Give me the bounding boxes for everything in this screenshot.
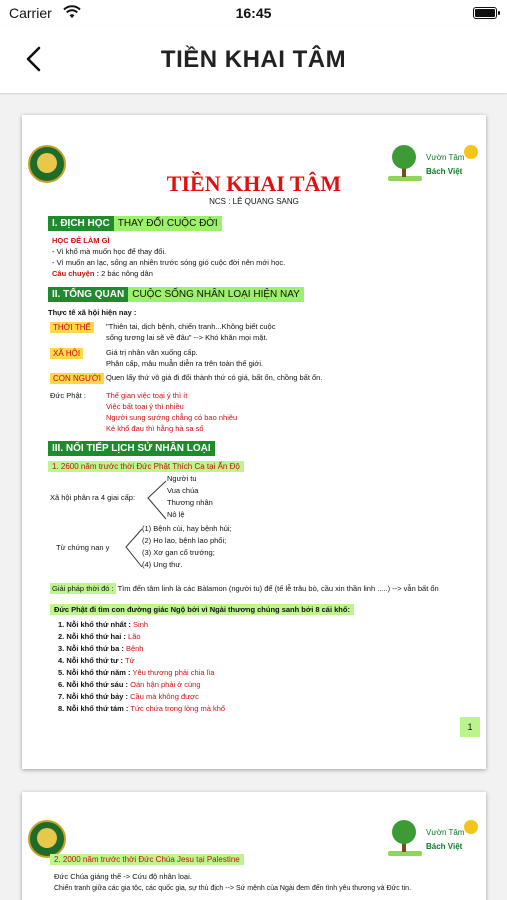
section-3-sub: 1. 2600 năm trước thời Đức Phật Thích Ca tại Ấn Độ [48, 461, 244, 472]
path-title: Đức Phật đi tìm con đường giác Ngộ bởi vì Ngài thương chúng sanh bởi 8 cái khổ: [50, 604, 354, 615]
tag-xa-hoi-line-1: Giá trị nhân văn xuống cấp. [106, 348, 198, 357]
tag-con-nguoi: CON NGƯỜI [50, 373, 104, 384]
tree-icon [392, 820, 416, 844]
section-1-header: I. ĐỊCH HỌC THAY ĐỔI CUỘC ĐỜI [48, 216, 222, 231]
slide-page-1 [22, 115, 486, 769]
carrier-label: Carrier [9, 5, 52, 21]
suffering-3: 3. Nỗi khổ thứ ba : Bệnh [58, 644, 144, 653]
slide-2-sub: 2. 2000 năm trước thời Đức Chúa Jesu tại Palestine [50, 854, 244, 865]
battery-icon [473, 7, 497, 19]
slide-2-line-2: Chiến tranh giữa các gia tộc, các quốc gia, sự thù địch --> Sứ mệnh của Ngài đem đến tình yêu thương và Đức tin. [54, 885, 412, 892]
page-number-badge: 1 [460, 717, 480, 737]
section-2-header: II. TỔNG QUAN CUỘC SỐNG NHÂN LOẠI HIỆN NAY [48, 287, 304, 302]
slides-scroll-view[interactable] [0, 95, 507, 900]
logo-text-line1: Vườn Tâm [426, 153, 465, 162]
slide-title: TIỀN KHAI TÂM [166, 171, 342, 196]
suffer-brace [122, 525, 144, 571]
slide-page-2 [22, 792, 486, 900]
buddha-label: Đức Phật : [50, 391, 86, 400]
suffering-1: 1. Nỗi khổ thứ nhất : Sinh [58, 620, 149, 629]
lotus-logo-icon [28, 820, 66, 858]
tag-xa-hoi: XÃ HỘI [50, 348, 83, 359]
caste-4: Nô lệ [167, 510, 185, 519]
caste-3: Thương nhân [167, 498, 213, 507]
sun-icon [464, 145, 478, 159]
navigation-bar [0, 26, 507, 94]
vuon-tam-logo [388, 818, 480, 860]
tag-thoi-the: THỜI THẾ [50, 322, 94, 333]
section-2-intro: Thực tế xã hội hiện nay : [48, 308, 137, 317]
suffering-2: 2. Nỗi khổ thứ hai : Lão [58, 632, 141, 641]
castes-label: Xã hội phân ra 4 giai cấp: [50, 493, 136, 502]
suffering-4: 4. Nỗi khổ thứ tư : Tử [58, 656, 135, 665]
page-title: TIỀN KHAI TÂM [160, 46, 347, 73]
slide-2-line-1: Đức Chúa giáng thế -> Cứu độ nhân loại. [54, 872, 192, 881]
clock: 16:45 [235, 5, 272, 21]
solution-line: Giải pháp thời đó : Tìm đến tâm linh là các Bàlamon (người tu) để (tế lễ trâu bò, cầu xin thần linh .....) --> vẫn bất ổn [52, 584, 439, 593]
section-1-sub: HỌC ĐỂ LÀM GÌ [52, 236, 110, 245]
section-1-line-2: - Vì muốn an lạc, sống an nhiên trước sóng gió cuộc đời nên mới học. [52, 258, 286, 267]
tag-xa-hoi-line-2: Phân cấp, mâu muẫn diễn ra trên toàn thế giới. [106, 359, 264, 368]
sun-icon [464, 820, 478, 834]
suffering-7: 7. Nỗi khổ thứ bảy : Cầu mà không được [58, 692, 199, 701]
tag-con-nguoi-line-1: Quen lấy thứ vô giá đi đổi thành thứ có giá, bất ổn, chồng bất ổn. [106, 373, 323, 382]
castes-brace [144, 477, 168, 523]
disease-4: (4) Ung thư. [142, 560, 183, 569]
disease-3: (3) Xơ gan cổ trướng; [142, 548, 215, 557]
tag-thoi-the-line-2: sống tương lai sẽ về đâu" --> Khó khăn mọi mặt. [106, 333, 268, 342]
buddha-line-1: Thế gian việc toại ý thì ít [106, 391, 188, 400]
section-1-line-1: - Vì khổ mà muốn học để thay đổi. [52, 247, 167, 256]
logo-text-line2: Bách Việt [426, 167, 463, 176]
suffering-8: 8. Nỗi khổ thứ tám : Tức chứa trong lòng mà khổ [58, 704, 226, 713]
caste-2: Vua chúa [167, 486, 199, 495]
section-1-story: Câu chuyện : 2 bác nông dân [52, 269, 153, 278]
status-bar [0, 0, 507, 26]
tree-icon [392, 145, 416, 169]
logo-text-line2: Bách Việt [426, 842, 463, 851]
disease-2: (2) Ho lao, bệnh lao phổi; [142, 536, 227, 545]
disease-1: (1) Bệnh cùi, hay bệnh hủi; [142, 524, 232, 533]
caste-1: Người tu [167, 474, 197, 483]
suffering-6: 6. Nỗi khổ thứ sáu : Oán hận phải ở cùng [58, 680, 201, 689]
logo-text-line1: Vườn Tâm [426, 828, 465, 837]
suffering-5: 5. Nỗi khổ thứ năm : Yêu thương phải chia lìa [58, 668, 215, 677]
suffer-label: Từ chứng nan y [56, 543, 110, 552]
buddha-line-3: Người sung sướng chẳng có bao nhiêu [106, 413, 238, 422]
section-3-header: III. NỐI TIẾP LỊCH SỬ NHÂN LOẠI [48, 441, 215, 456]
buddha-line-4: Kẻ khổ đau thì hằng hà sa số [106, 424, 204, 433]
buddha-line-2: Việc bất toại ý thì nhiều [106, 402, 184, 411]
slide-author: NCS : LÊ QUANG SANG [209, 197, 299, 206]
tag-thoi-the-line-1: "Thiên tai, dịch bệnh, chiến tranh...Không biết cuộc [106, 322, 276, 331]
